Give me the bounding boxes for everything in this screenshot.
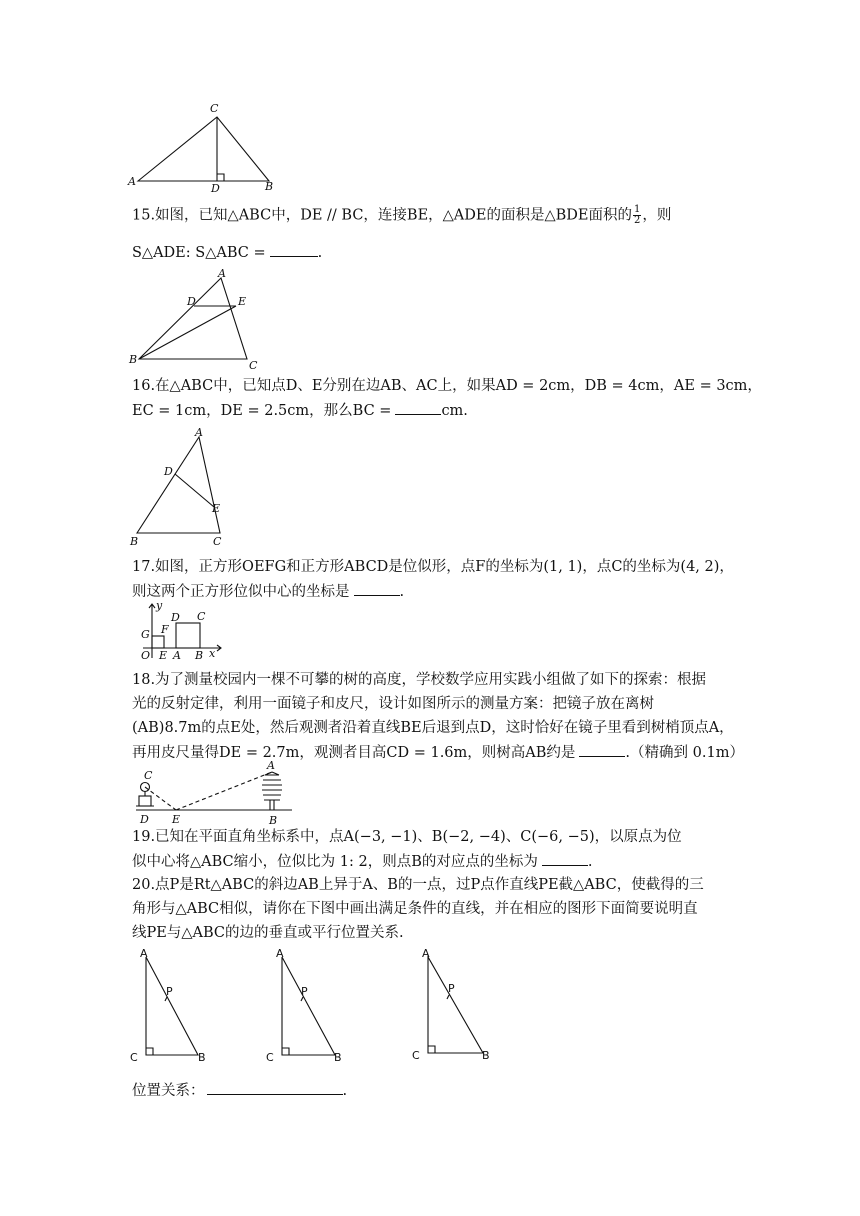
label-f: F xyxy=(161,623,169,636)
figure-17-squares-coordinates xyxy=(135,600,225,660)
q15-line1: 15.如图，已知△ABC中，DE // BC，连接BE，△ADE的面积是△BDE面积的 $\frac{1}{2}$ ，则 xyxy=(132,204,672,226)
label-a: A xyxy=(195,426,203,439)
label-a: A xyxy=(267,760,275,772)
label-a: A xyxy=(140,947,148,960)
label-e: E xyxy=(212,502,221,515)
q19-line2: 似中心将△ABC缩小，位似比为 1: 2，则点B的对应点的坐标为 . xyxy=(132,851,592,872)
figure-15-triangle-de-parallel xyxy=(125,268,265,372)
figure-18-mirror-tree xyxy=(132,760,297,828)
label-b: B xyxy=(130,535,139,548)
label-e: E xyxy=(172,813,181,826)
figure-20-right-triangle-2[interactable] xyxy=(262,945,352,1065)
q20-line3: 线PE与△ABC的边的垂直或平行位置关系. xyxy=(132,925,404,941)
label-d: D xyxy=(140,813,149,826)
figure-20-right-triangle-1[interactable] xyxy=(125,945,215,1065)
label-d: D xyxy=(171,611,180,624)
label-a: A xyxy=(173,649,181,660)
label-p: P xyxy=(166,985,173,998)
label-e: E xyxy=(159,649,168,660)
label-c: C xyxy=(144,769,153,782)
label-p: P xyxy=(448,982,455,995)
label-x: x xyxy=(209,647,216,660)
label-c: C xyxy=(197,610,206,623)
label-d: D xyxy=(164,465,173,478)
q20-line1: 20.点P是Rt△ABC的斜边AB上异于A、B的一点，过P点作直线PE截△ABC，使截得的三 xyxy=(132,877,704,893)
label-b: B xyxy=(265,180,274,193)
figure-20-right-triangle-3[interactable] xyxy=(408,945,498,1065)
q19-answer-blank[interactable] xyxy=(542,851,588,866)
q19-line1: 19.已知在平面直角坐标系中，点A(−3, −1)、B(−2, −4)、C(−6, −5)，以原点为位 xyxy=(132,829,682,845)
label-c: C xyxy=(266,1051,274,1064)
q17-line1: 17.如图，正方形OEFG和正方形ABCD是位似形，点F的坐标为(1, 1)，点C的坐标为(4, 2)， xyxy=(132,559,734,575)
q15-fraction: $\frac{1}{2}$ xyxy=(634,204,641,226)
q16-line2: EC = 1cm，DE = 2.5cm，那么BC = cm. xyxy=(132,400,468,421)
figure-14-triangle-altitude xyxy=(125,100,285,195)
label-b: B xyxy=(129,353,138,366)
label-y: y xyxy=(156,600,163,612)
label-c: C xyxy=(130,1051,138,1064)
label-b: B xyxy=(269,814,278,827)
label-a: A xyxy=(276,947,284,960)
label-a: A xyxy=(218,268,226,280)
q18-answer-blank[interactable] xyxy=(579,742,625,757)
q15-line2: S△ADE: S△ABC = . xyxy=(132,242,322,263)
label-o: O xyxy=(141,649,151,660)
label-a: A xyxy=(128,175,136,188)
figure-16-triangle-de xyxy=(125,425,235,549)
label-c: C xyxy=(249,359,258,372)
q20-answer-blank[interactable] xyxy=(207,1080,343,1095)
label-c: C xyxy=(412,1049,420,1062)
q20-answer-line: 位置关系： . xyxy=(132,1080,347,1101)
label-e: E xyxy=(238,295,247,308)
label-b: B xyxy=(334,1051,342,1064)
label-b: B xyxy=(198,1051,206,1064)
q15-answer-blank[interactable] xyxy=(270,242,318,257)
q16-line1: 16.在△ABC中，已知点D、E分别在边AB、AC上，如果AD = 2cm，DB = 4cm，AE = 3cm， xyxy=(132,378,762,394)
q20-line2: 角形与△ABC相似，请你在下图中画出满足条件的直线，并在相应的图形下面简要说明直 xyxy=(132,901,698,917)
tree-icon xyxy=(262,772,282,810)
label-d: D xyxy=(211,182,220,195)
q18-line1: 18.为了测量校园内一棵不可攀的树的高度，学校数学应用实践小组做了如下的探索：根据 xyxy=(132,672,707,688)
q18-line4: 再用皮尺量得DE = 2.7m，观测者目高CD = 1.6m，则树高AB约是 .（精确到 0.1m） xyxy=(132,742,744,763)
label-a: A xyxy=(422,947,430,960)
label-c: C xyxy=(210,102,219,115)
label-c: C xyxy=(213,535,222,548)
label-b: B xyxy=(195,649,204,660)
q17-line2: 则这两个正方形位似中心的坐标是 . xyxy=(132,581,404,602)
label-g: G xyxy=(141,628,150,641)
q17-answer-blank[interactable] xyxy=(354,581,400,596)
q18-line3: (AB)8.7m的点E处，然后观测者沿着直线BE后退到点D，这时恰好在镜子里看到树梢顶点A， xyxy=(132,720,734,736)
q16-answer-blank[interactable] xyxy=(395,400,441,415)
label-b: B xyxy=(482,1049,490,1062)
q18-line2: 光的反射定律，利用一面镜子和皮尺，设计如图所示的测量方案：把镜子放在离树 xyxy=(132,696,654,712)
label-d: D xyxy=(187,295,196,308)
label-p: P xyxy=(301,985,308,998)
